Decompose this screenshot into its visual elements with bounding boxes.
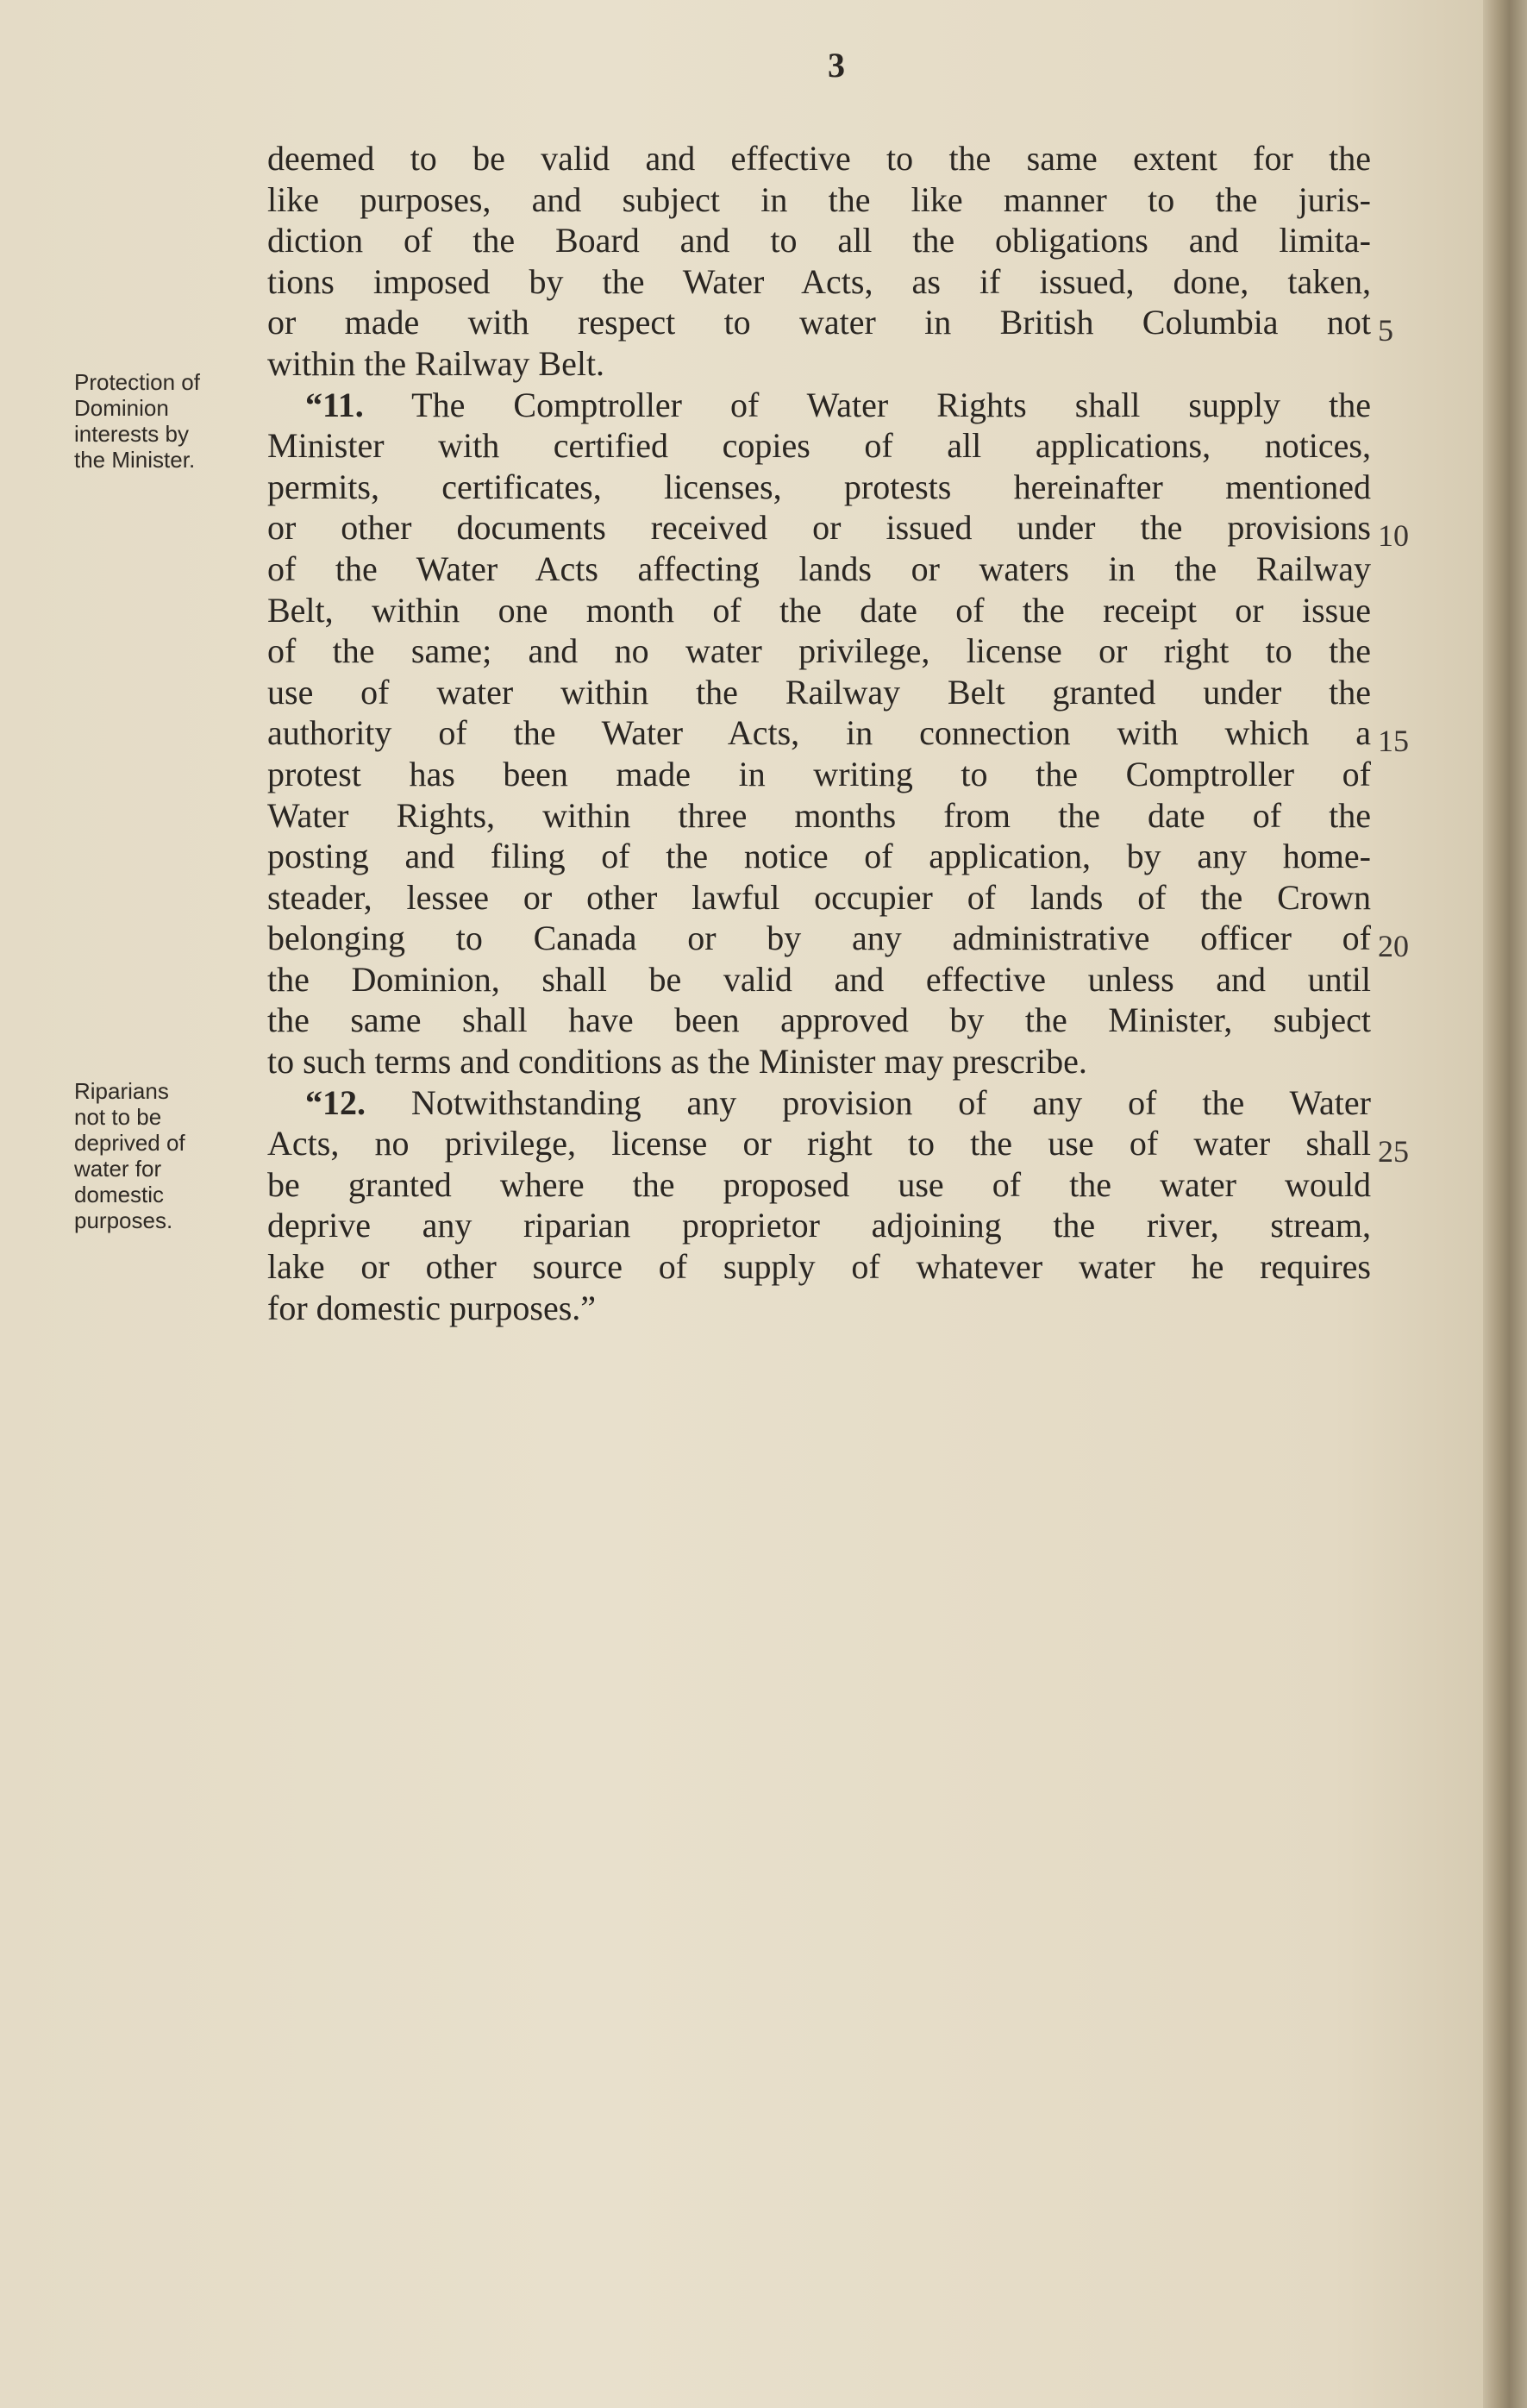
margin-note-protection [74,369,200,473]
text-line: belonging to Canada or by any administrative officer of [267,919,1371,958]
section-11-first-line [267,385,1371,426]
text-line: be granted where the proposed use of the water would [267,1164,1371,1204]
text-line: like purposes, and subject in the like manner to the juris- [267,179,1371,219]
section-12-first-line-text: Notwithstanding any provision of any of the Water [366,1082,1371,1122]
text-line: of the Water Acts affecting lands or waters in the Railway [267,549,1371,588]
margin-note-line: Dominion [74,395,169,421]
section-11-number: “11. [305,385,364,424]
margin-note-line: not to be [74,1104,162,1130]
margin-note-line: domestic [74,1182,165,1207]
margin-note-line: Riparians [74,1078,169,1104]
section-12-first-line [267,1082,1371,1124]
text-line: protest has been made in writing to the Comptroller of [267,754,1371,793]
text-line: the Dominion, shall be valid and effective unless and until [267,959,1371,999]
margin-note-line: purposes. [74,1207,173,1233]
margin-note-line: interests by [74,421,189,447]
line-number: 25 [1378,1134,1409,1169]
text-line: diction of the Board and to all the obligations and limita- [267,221,1371,260]
text-line: Water Rights, within three months from the date of the [267,795,1371,835]
text-line: or made with respect to water in British Columbia not [267,303,1371,342]
section-12-number: “12. [305,1082,366,1122]
text-line: to such terms and conditions as the Minister may prescribe. [267,1042,1087,1082]
margin-note-riparians [74,1078,185,1233]
section-11-first-line-text: The Comptroller of Water Rights shall supply the [363,385,1371,424]
text-line: within the Railway Belt. [267,343,605,383]
text-line: authority of the Water Acts, in connection with which a [267,713,1371,753]
body-text [267,138,1371,1328]
page-number: 3 [828,46,845,85]
text-line: of the same; and no water privilege, license or right to the [267,631,1371,671]
text-line: use of water within the Railway Belt granted under the [267,672,1371,712]
text-line: or other documents received or issued under the provisions [267,508,1371,548]
text-line: deprive any riparian proprietor adjoining the river, stream, [267,1206,1371,1245]
line-number: 5 [1378,313,1393,348]
text-line: Acts, no privilege, license or right to the use of water shall [267,1124,1371,1163]
line-number: 20 [1378,929,1409,963]
book-gutter [1483,0,1527,2408]
margin-note-line: Protection of [74,369,200,395]
text-line: steader, lessee or other lawful occupier of lands of the Crown [267,877,1371,917]
text-line: the same shall have been approved by the Minister, subject [267,1000,1371,1040]
margin-note-line: water for [74,1156,162,1182]
text-line: posting and filing of the notice of application, by any home- [267,837,1371,876]
text-line: lake or other source of supply of whatever water he requires [267,1247,1371,1287]
text-line: for domestic purposes.” [267,1288,597,1327]
margin-note-line: deprived of [74,1130,185,1156]
line-number: 15 [1378,724,1409,758]
text-line: Minister with certified copies of all applications, notices, [267,426,1371,466]
text-line: Belt, within one month of the date of the receipt or issue [267,590,1371,630]
text-line: deemed to be valid and effective to the same extent for the [267,139,1371,178]
line-number: 10 [1378,518,1409,553]
text-line: permits, certificates, licenses, protests hereinafter mentioned [267,467,1371,506]
margin-note-line: the Minister. [74,447,196,473]
text-line: tions imposed by the Water Acts, as if issued, done, taken, [267,261,1371,301]
